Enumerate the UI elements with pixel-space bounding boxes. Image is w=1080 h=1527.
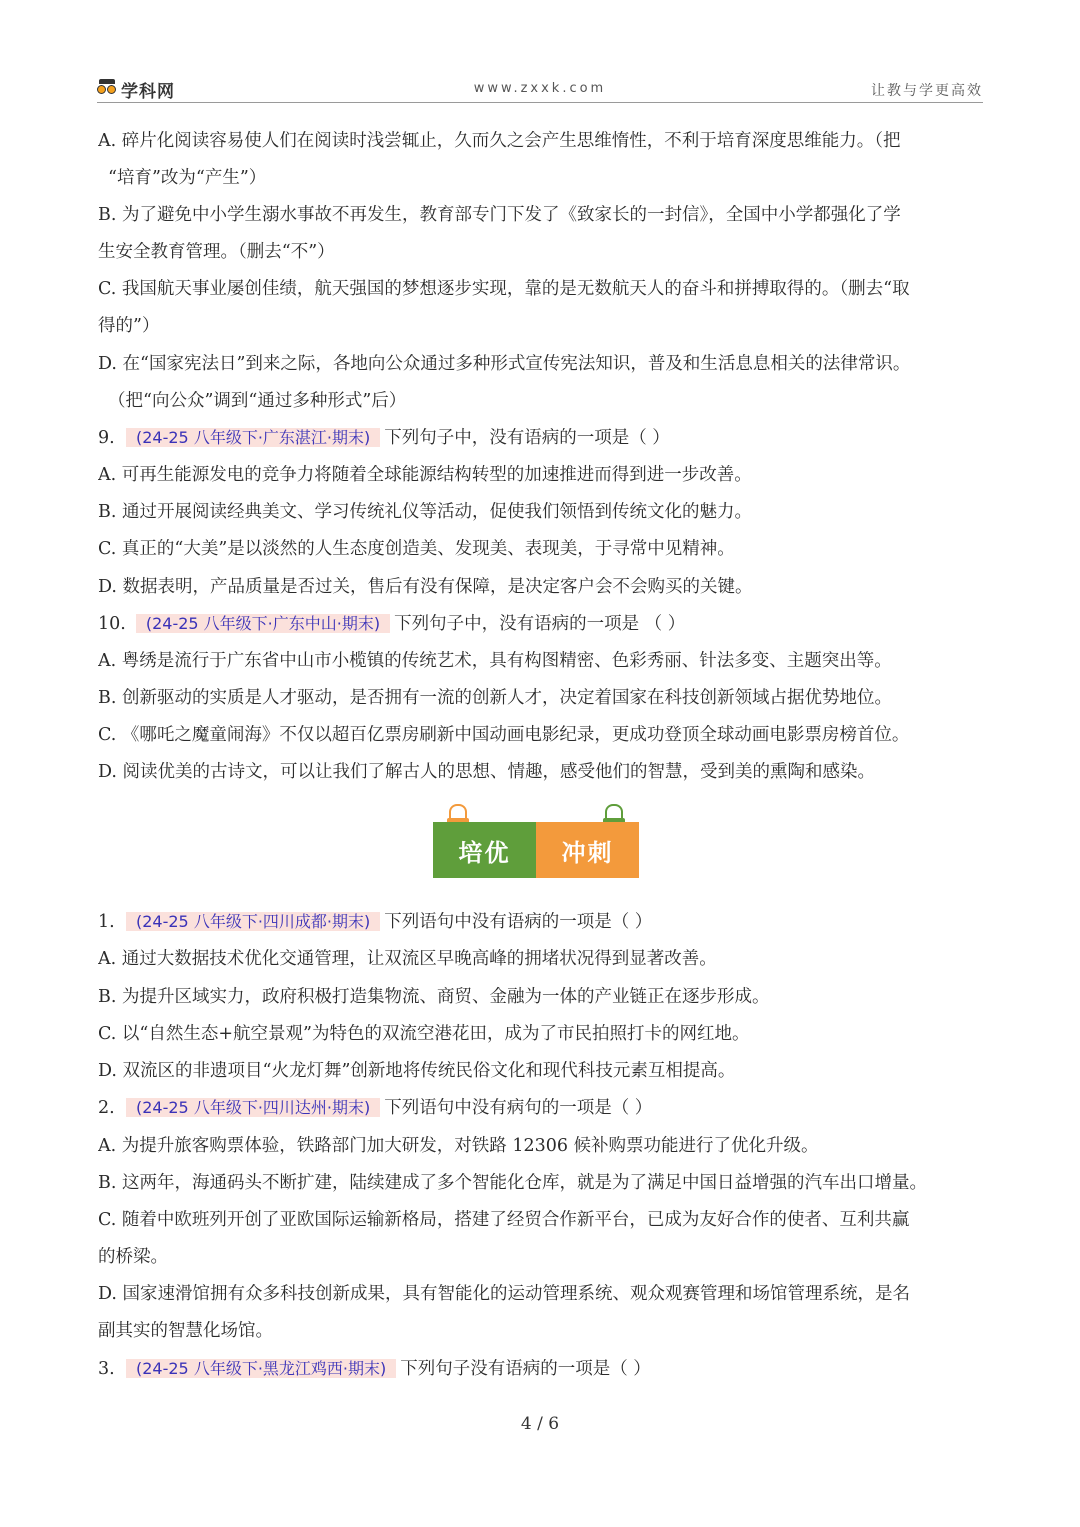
practice-1-stem — [98, 910, 984, 934]
question-number: 1. — [98, 912, 115, 932]
prev-option-d-line2: （把“向公众”调到“通过多种形式”后） — [108, 391, 407, 411]
question-9-option-d: D. 数据表明，产品质量是否过关，售后有没有保障，是决定客户会不会购买的关键。 — [98, 577, 753, 597]
question-number: 10. — [98, 614, 126, 634]
banner-right-label: 冲刺 — [536, 822, 639, 878]
source-tag: (24-25 八年级下·四川成都·期末) — [126, 912, 380, 931]
question-10-option-b: B. 创新驱动的实质是人才驱动，是否拥有一流的创新人才，决定着国家在科技创新领域占据优势地位。 — [98, 688, 892, 708]
question-9-option-b: B. 通过开展阅读经典美文、学习传统礼仪等活动，促使我们领悟到传统文化的魅力。 — [98, 502, 752, 522]
prev-option-a-line1: A. 碎片化阅读容易使人们在阅读时浅尝辄止，久而久之会产生思维惰性，不利于培育深度思维能力。（把 — [98, 131, 901, 151]
question-text: 下列语句中没有语病的一项是（ ） — [384, 912, 653, 932]
page-header — [97, 76, 983, 104]
practice-1-option-b: B. 为提升区域实力，政府积极打造集物流、商贸、金融为一体的产业链正在逐步形成。 — [98, 987, 770, 1007]
source-tag: (24-25 八年级下·广东中山·期末) — [136, 614, 390, 633]
question-text: 下列语句中没有病句的一项是（ ） — [384, 1098, 653, 1118]
practice-2-option-a: A. 为提升旅客购票体验，铁路部门加大研发，对铁路 12306 候补购票功能进行了优化升级。 — [98, 1136, 819, 1156]
practice-1-option-a: A. 通过大数据技术优化交通管理，让双流区早晚高峰的拥堵状况得到显著改善。 — [98, 949, 717, 969]
practice-2-option-c-line2: 的桥梁。 — [98, 1247, 168, 1267]
logo-text: 学科网 — [121, 82, 175, 102]
practice-1-option-d: D. 双流区的非遗项目“火龙灯舞”创新地将传统民俗文化和现代科技元素互相提高。 — [98, 1061, 736, 1081]
site-slogan: 让教与学更高效 — [871, 83, 983, 99]
prev-option-b-line2: 生安全教育管理。（删去“不”） — [98, 242, 335, 262]
question-10-option-c: C. 《哪吒之魔童闹海》不仅以超百亿票房刷新中国动画电影纪录，更成功登顶全球动画电影票房榜首位。 — [98, 725, 910, 745]
prev-option-c-line1: C. 我国航天事业屡创佳绩，航天强国的梦想逐步实现，靠的是无数航天人的奋斗和拼搏取得的。（删去“取 — [98, 279, 910, 299]
section-banner — [433, 822, 639, 878]
page-number: 4 / 6 — [520, 1414, 560, 1434]
question-number: 2. — [98, 1098, 115, 1118]
practice-2-stem — [98, 1096, 984, 1120]
question-9-option-a: A. 可再生能源发电的竞争力将随着全球能源结构转型的加速推进而得到进一步改善。 — [98, 465, 752, 485]
prev-option-a-line2: “培育”改为“产生”） — [108, 168, 267, 188]
practice-2-option-d-line1: D. 国家速滑馆拥有众多科技创新成果，具有智能化的运动管理系统、观众观赛管理和场馆管理系统，是名 — [98, 1284, 911, 1304]
header-divider — [97, 102, 983, 103]
question-text: 下列句子中，没有语病的一项是 （ ） — [394, 614, 686, 634]
practice-2-option-d-line2: 副其实的智慧化场馆。 — [98, 1321, 273, 1341]
site-url: www.zxxk.com — [473, 81, 607, 96]
question-9-option-c: C. 真正的“大美”是以淡然的人生态度创造美、发现美、表现美，于寻常中见精神。 — [98, 539, 735, 559]
question-10-stem — [98, 612, 984, 636]
question-9-stem — [98, 426, 984, 450]
source-tag: (24-25 八年级下·黑龙江鸡西·期末) — [126, 1359, 396, 1378]
practice-1-option-c: C. 以“自然生态+航空景观”为特色的双流空港花田，成为了市民拍照打卡的网红地。 — [98, 1024, 750, 1044]
prev-option-d-line1: D. 在“国家宪法日”到来之际，各地向公众通过多种形式宣传宪法知识，普及和生活息息相关的法律常识。 — [98, 354, 911, 374]
question-10-option-a: A. 粤绣是流行于广东省中山市小榄镇的传统艺术，具有构图精密、色彩秀丽、针法多变、主题突出等。 — [98, 651, 892, 671]
practice-2-option-b: B. 这两年，海通码头不断扩建，陆续建成了多个智能化仓库，就是为了满足中国日益增强的汽车出口增量。 — [98, 1173, 927, 1193]
prev-option-b-line1: B. 为了避免中小学生溺水事故不再发生，教育部专门下发了《致家长的一封信》，全国中小学都强化了学 — [98, 205, 901, 225]
question-text: 下列句子没有语病的一项是（ ） — [400, 1359, 651, 1379]
prev-option-c-line2: 得的”） — [98, 316, 160, 336]
question-number: 3. — [98, 1359, 115, 1379]
source-tag: (24-25 八年级下·四川达州·期末) — [126, 1098, 380, 1117]
banner-left-label: 培优 — [433, 822, 536, 878]
question-10-option-d: D. 阅读优美的古诗文，可以让我们了解古人的思想、情趣，感受他们的智慧，受到美的熏陶和感染。 — [98, 762, 876, 782]
practice-3-stem — [98, 1357, 984, 1381]
practice-2-option-c-line1: C. 随着中欧班列开创了亚欧国际运输新格局，搭建了经贸合作新平台，已成为友好合作的使者、互利共赢 — [98, 1210, 910, 1230]
question-number: 9. — [98, 428, 115, 448]
source-tag: (24-25 八年级下·广东湛江·期末) — [126, 428, 380, 447]
question-text: 下列句子中，没有语病的一项是（ ） — [384, 428, 670, 448]
